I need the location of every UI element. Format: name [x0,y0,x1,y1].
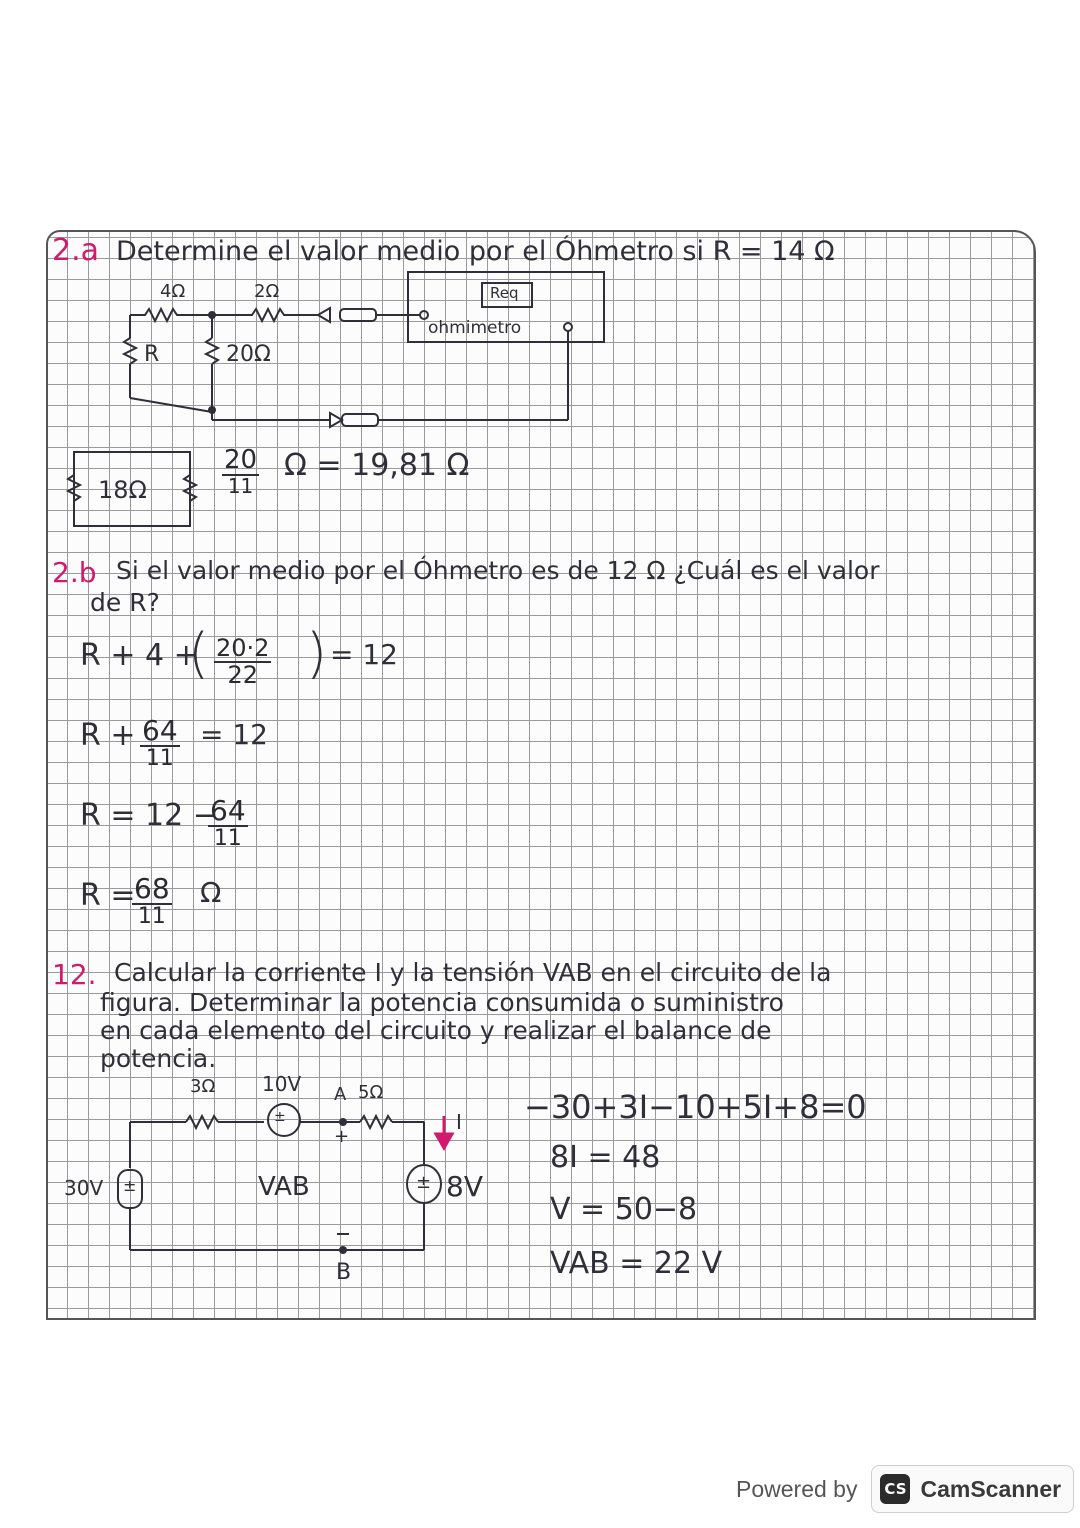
problem-2a-text: Determine el valor medio por el Óhmetro si R = 14 Ω [116,236,835,267]
problem-12-line2: figura. Determinar la potencia consumida o suministro [100,988,784,1017]
eq2-left: R + [80,718,136,753]
problem-2b-line2: de R? [90,588,160,617]
camscanner-badge [871,1465,1074,1513]
problem-2a-number: 2.a [52,233,100,268]
problem-12-line1: Calcular la corriente I y la tensión VAB en el circuito de la [114,958,832,987]
boxed-resistor-18: 18Ω [98,476,147,504]
paren-close: ) [306,622,328,685]
label-r1: 4Ω [160,281,186,302]
eq3-left: R = 12 − [80,798,218,833]
camscanner-brand: CamScanner [920,1475,1062,1502]
label-r-left: 3Ω [190,1076,216,1097]
label-plus: + [334,1126,350,1147]
eq4-unit: Ω [200,876,222,909]
label-r-right: 5Ω [358,1082,384,1103]
source-10v-sign: ± [274,1109,286,1125]
solution-eq3: V = 50−8 [550,1192,698,1227]
camscanner-logo-icon: CS [880,1474,910,1504]
resistor-3-zigzag [186,1116,218,1128]
solution-eq2: 8I = 48 [550,1140,661,1175]
camscanner-watermark [736,1464,1074,1514]
label-vab: VAB [258,1172,310,1202]
label-req: Req [490,284,519,302]
label-src-top: 10V [262,1072,302,1096]
label-src-left: 30V [64,1176,104,1200]
source-8v-sign: ± [416,1172,432,1193]
label-node-a: A [334,1084,347,1105]
eq1-den: 22 [227,661,258,690]
problem-12-line4: potencia. [100,1044,217,1073]
label-r-var: R [144,342,160,367]
label-current: I [456,1110,462,1134]
label-node-b: B [336,1260,352,1285]
current-arrow [436,1116,452,1148]
eq1-num: 20·2 [216,634,270,662]
problem-2b-number: 2.b [52,556,97,589]
eq2-right: = 12 [200,718,268,751]
eq3-den: 11 [213,826,242,852]
source-30v-sign: ± [123,1176,137,1195]
paren-open: ( [188,622,210,685]
eq1-left: R + 4 + [80,638,199,673]
result-num: 20 [224,445,258,475]
solution-eq1: −30+3I−10+5I+8=0 [524,1088,867,1126]
result-den: 11 [227,474,254,499]
powered-by-text: Powered by [736,1475,858,1502]
result-2a: Ω = 19,81 Ω [284,448,470,483]
label-src-right: 8V [446,1170,483,1203]
eq4-den: 11 [137,904,166,930]
label-r3: 20Ω [226,342,271,367]
eq4-num: 68 [134,872,170,905]
problem-12-number: 12. [52,958,97,991]
solution-eq4: VAB = 22 V [550,1246,723,1281]
eq1-right: = 12 [330,638,398,671]
resistor-5-zigzag [360,1116,392,1128]
eq3-num: 64 [210,794,246,827]
eq2-num: 64 [142,714,178,747]
problem-2b-line1: Si el valor medio por el Óhmetro es de 12 Ω ¿Cuál es el valor [116,556,880,585]
label-r2: 2Ω [254,281,280,302]
eq4-left: R = [80,878,136,913]
problem-12-line3: en cada elemento del circuito y realizar el balance de [100,1016,772,1045]
eq2-den: 11 [145,746,174,772]
label-ohmmeter: ohmimetro [428,318,522,338]
